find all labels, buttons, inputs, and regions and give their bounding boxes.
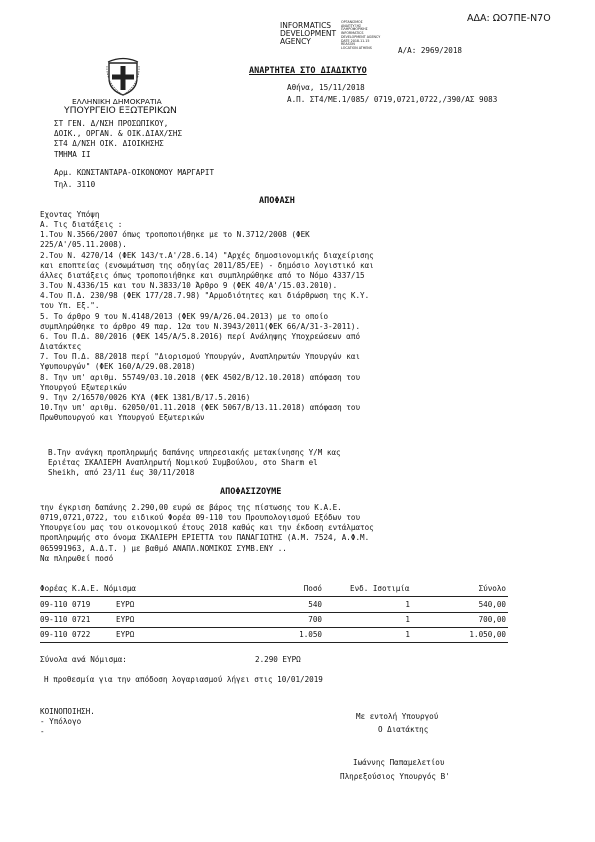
ida-small-3: ΠΛΗΡΟΦΟΡΙΚΗΣ	[341, 27, 368, 32]
department-block	[54, 119, 182, 160]
notification-block	[40, 707, 95, 737]
row-currency: ΕΥΡΩ	[116, 600, 135, 609]
body-line: 225/Α'/05.11.2008).	[40, 240, 127, 250]
decision-line: 065991963, Α.Δ.Τ. ) με βαθμό ΑΝΑΠΛ.ΝΟΜΙΚΟΣ ΣΥΜΒ.ΕΝΥ ..	[40, 543, 287, 553]
responsible-person: Αρμ. ΚΩΝΣΤΑΝΤΑΡΑ-ΟΙΚΟΝΟΜΟΥ ΜΑΡΓΑΡΙΤ	[54, 168, 215, 177]
body-line: Υπουργού Εξωτερικών	[40, 382, 127, 392]
row-code: 09-110 0721	[40, 615, 91, 624]
row-currency: ΕΥΡΩ	[116, 615, 135, 624]
decision-line: την έγκριση δαπάνης 2.290,00 ευρώ σε βάρος της πίστωσης του Κ.Α.Ε.	[40, 503, 342, 512]
body-line: Α. Τις διατάξεις :	[40, 220, 123, 230]
decision-line: Να πληρωθεί ποσό	[40, 553, 114, 563]
header-rate: Ενδ. Ισοτιμία	[350, 584, 410, 593]
row-code: 09-110 0722	[40, 630, 91, 639]
body-line: Εχοντας Υπόψη	[40, 210, 100, 219]
totals-by-currency-value: 2.290 ΕΥΡΩ	[255, 655, 301, 664]
ida-small-5: DEVELOPMENT AGENCY	[341, 34, 381, 39]
payment-table	[40, 585, 510, 645]
ida-line-1: INFORMATICS	[280, 21, 332, 30]
protocol-number: Α.Π. ΣΤ4/ΜΕ.1/085/ 0719,0721,0722,/390/ΑΣ 9083	[287, 95, 498, 104]
row-rate: 1	[405, 615, 410, 624]
header-amount: Ποσό	[303, 584, 322, 593]
signatory-title: Πληρεξούσιος Υπουργός Β'	[340, 772, 450, 781]
reason-line: Sheikh, από 23/11 έως 30/11/2018	[48, 468, 195, 478]
totals-by-currency-label: Σύνολα ανά Νόμισμα:	[40, 655, 127, 664]
row-total: 540,00	[478, 600, 506, 609]
ida-logo	[280, 22, 336, 46]
body-line: 1.Του Ν.3566/2007 όπως τροποποιήθηκε με το Ν.3712/2008 (ΦΕΚ	[40, 230, 310, 240]
decision-title: ΑΠΟΦΑΣΗ	[259, 196, 295, 206]
table-bottom-rule	[40, 642, 508, 643]
body-line: 7. Του Π.Δ. 88/2018 περί "Διορισμού Υπουργών, Αναπληρωτών Υπουργών και	[40, 352, 361, 362]
notification-line: - Υπόλογο	[40, 717, 82, 726]
ida-digital-signature	[341, 21, 380, 51]
department-line-3: ΣΤ4 Δ/ΝΣΗ ΟΙΚ. ΔΙΟΙΚΗΣΗΣ	[54, 139, 164, 149]
ida-small-7: REASON	[341, 42, 355, 47]
body-line: άλλες διατάξεις όπως τροποποιήθηκε και συμπληρώθηκε από το Νόμο 4337/15	[40, 270, 365, 280]
phone-number: Τηλ. 3110	[54, 180, 96, 189]
row-total: 700,00	[478, 615, 506, 624]
table-row-rule	[40, 627, 508, 628]
department-line-1: ΣΤ ΓΕΝ. Δ/ΝΣΗ ΠΡΟΣΩΠΙΚΟΥ,	[54, 119, 169, 128]
reason-line: Εριέτας ΣΚΑΛΙΕΡΗ Αναπληρωτή Νομικού Συμβούλου, στο Sharm el	[48, 458, 318, 468]
row-rate: 1	[405, 600, 410, 609]
ida-small-8: LOCATION ATHENS	[341, 45, 372, 50]
table-row-rule	[40, 612, 508, 613]
body-line: 2.Του Ν. 4270/14 (ΦΕΚ 143/τ.Α'/28.6.14) "Αρχές δημοσιονομικής διαχείρισης	[40, 250, 374, 260]
reason-paragraph	[48, 448, 341, 478]
ida-small-6: DATE 2018.11.15	[341, 38, 370, 43]
department-line-2: ΔΟΙΚ., ΟΡΓΑΝ. & ΟΙΚ.ΔΙΑΧ/ΣΗΣ	[54, 129, 183, 139]
body-line: συμπληρώθηκε το άρθρο 49 παρ. 12α του Ν.3943/2011(ΦΕΚ 66/Α/31-3-2011).	[40, 321, 361, 331]
row-amount: 1.050	[299, 630, 322, 639]
body-line: Διατάκτες	[40, 342, 82, 352]
row-rate: 1	[405, 630, 410, 639]
date-line: Αθήνα, 15/11/2018	[287, 83, 365, 92]
ida-small-2: ΑΝΑΠΤΥΞΗΣ	[341, 23, 362, 28]
row-currency: ΕΥΡΩ	[116, 630, 135, 639]
signature-order: Με εντολή Υπουργού	[356, 712, 439, 721]
ida-line-2: DEVELOPMENT	[280, 29, 337, 38]
republic-label: ΕΛΛΗΝΙΚΗ ΔΗΜΟΚΡΑΤΙΑ	[72, 97, 162, 106]
decision-line: προπληρωμής στο όνομα ΣΚΑΛΙΕΡΗ ΕΡΙΕΤΤΑ του ΠΑΝΑΓΙΩΤΗΣ (Α.Μ. 7524, Α.Φ.Μ.	[40, 533, 370, 543]
department-line-4: ΤΜΗΜΑ ΙΙ	[54, 149, 91, 159]
decision-paragraph	[40, 503, 374, 564]
signature-role: Ο Διατάκτης	[378, 725, 429, 734]
reason-line: Β.Την ανάγκη προπληρωμής δαπάνης υπηρεσιακής μετακίνησης Υ/Μ κας	[48, 448, 341, 457]
body-line: του Υπ. Εξ.".	[40, 301, 100, 311]
ada-number: ΑΔΑ: ΩΟ7ΠΕ-Ν7Ο	[467, 13, 551, 24]
decide-title: ΑΠΟΦΑΣΙΖΟΥΜΕ	[220, 487, 282, 497]
body-line: 10.Την υπ' αριθμ. 62050/01.11.2018 (ΦΕΚ 5067/Β/13.11.2018) απόφαση του	[40, 402, 361, 412]
legal-references	[40, 210, 560, 423]
decision-line: Υπουργείου μας του οικονομικού έτους 2018 καθώς και την έκδοση εντάλματος	[40, 523, 374, 533]
body-line: 9. Την 2/16570/0026 ΚΥΑ (ΦΕΚ 1381/Β/17.5.2016)	[40, 392, 251, 402]
body-line: 4.Του Π.Δ. 230/98 (ΦΕΚ 177/28.7.98) "Αρμοδιότητες και διάρθρωση της Κ.Υ.	[40, 291, 370, 301]
body-line: Υφυπουργών" (ΦΕΚ 160/Α/29.08.2018)	[40, 362, 196, 372]
row-amount: 700	[308, 615, 322, 624]
notification-title: ΚΟΙΝΟΠΟΙΗΣΗ.	[40, 707, 95, 716]
posted-online-label: ΑΝΑΡΤΗΤΕΑ ΣΤΟ ΔΙΑΔΙΚΤΥΟ	[249, 66, 367, 76]
notification-line: -	[40, 727, 45, 736]
body-line: 6. Του Π.Δ. 80/2016 (ΦΕΚ 145/Α/5.8.2016) περί Ανάληψης Υποχρεώσεων από	[40, 331, 361, 341]
header-total: Σύνολο	[478, 584, 506, 593]
ida-line-3: AGENCY	[280, 37, 311, 46]
header-fund-account-currency: Φορέας Κ.Α.Ε. Νόμισμα	[40, 584, 137, 593]
row-code: 09-110 0719	[40, 600, 91, 609]
row-amount: 540	[308, 600, 322, 609]
ministry-label: ΥΠΟΥΡΓΕΙΟ ΕΞΩΤΕΡΙΚΩΝ	[64, 105, 177, 116]
table-header-rule	[40, 596, 508, 597]
body-line: 3.Του Ν.4336/15 και του Ν.3833/10 Άρθρο 9 (ΦΕΚ 40/Α'/15.03.2010).	[40, 281, 338, 291]
body-line: 5. Το άρθρο 9 του Ν.4148/2013 (ΦΕΚ 99/Α/26.04.2013) με το οποίο	[40, 311, 329, 321]
row-total: 1.050,00	[469, 630, 506, 639]
ida-small-4: INFORMATICS	[341, 31, 364, 36]
body-line: Πρωθυπουργού και Υπουργού Εξωτερικών	[40, 413, 205, 423]
body-line: 8. Την υπ' αριθμ. 55749/03.10.2018 (ΦΕΚ 4502/Β/12.10.2018) απόφαση του	[40, 372, 361, 382]
decision-line: 0719,0721,0722, του ειδικού Φορέα 09-110 του Προυπολογισμού Εξόδων του	[40, 513, 361, 523]
ida-small-1: ΟΡΓΑΝΙΣΜΟΣ	[341, 20, 363, 24]
accounting-deadline: Η προθεσμία για την απόδοση λογαριασμού λήγει στις 10/01/2019	[44, 675, 323, 684]
body-line: και εποπτείας (ενσωμάτωση της οδηγίας 2011/85/ΕΕ) - δημόσιο λογιστικό και	[40, 260, 374, 270]
signatory-name: Ιωάννης Παπαμελετίου	[353, 758, 445, 767]
coat-of-arms-icon	[106, 56, 140, 96]
ad-number: Α/Α: 2969/2018	[398, 46, 463, 55]
